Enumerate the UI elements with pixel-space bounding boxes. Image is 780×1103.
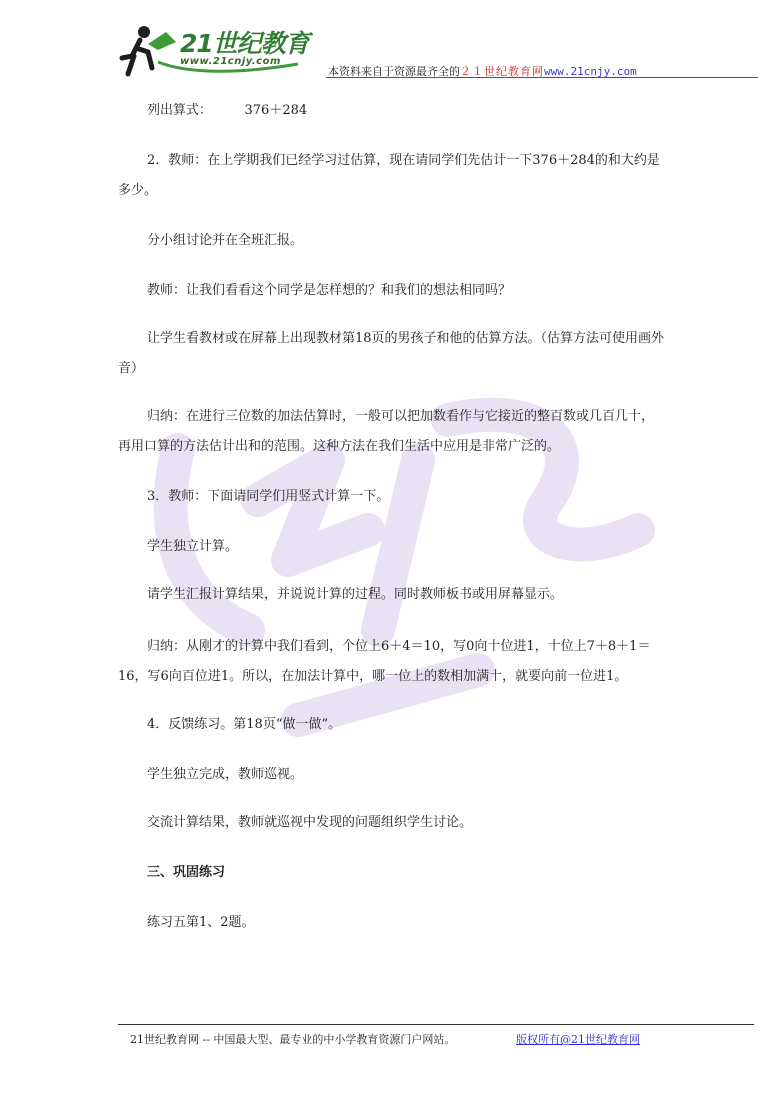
paragraph: 让学生看教材或在屏幕上出现教材第18页的男孩子和他的估算方法。（估算方法可使用画外音） <box>118 331 665 376</box>
paragraph: 4．反馈练习。第18页“做一做”。 <box>147 717 342 732</box>
paragraph: 2．教师：在上学期我们已经学习过估算，现在请同学们先估计一下376＋284的和大约是多少。 <box>118 153 660 198</box>
header-site-url[interactable]: www.21cnjy.com <box>544 65 637 78</box>
paragraph: 练习五第1、2题。 <box>147 915 255 930</box>
header-note-prefix: 本资料来自于资源最齐全的 <box>328 65 460 78</box>
paragraph: 分小组讨论并在全班汇报。 <box>147 233 304 248</box>
paragraph: 归纳：从刚才的计算中我们看到，个位上6＋4＝10，写0向十位进1，十位上7＋8＋1＝16，写6向百位进1。所以，在加法计算中，哪一位上的数相加满十，就要向前一位进1。 <box>118 639 651 684</box>
paragraph: 学生独立计算。 <box>147 539 239 554</box>
header-divider <box>326 77 758 78</box>
paragraph: 学生独立完成，教师巡视。 <box>147 767 304 782</box>
paragraph: 请学生汇报计算结果，并说说计算的过程。同时教师板书或用屏幕显示。 <box>147 587 564 602</box>
section-heading: 三、巩固练习 <box>147 865 226 880</box>
paragraph: 交流计算结果，教师就巡视中发现的问题组织学生讨论。 <box>147 815 473 830</box>
footer-text: 21世纪教育网 -- 中国最大型、最专业的中小学教育资源门户网站。 <box>130 1033 456 1046</box>
footer-divider <box>118 1024 754 1025</box>
paragraph: 归纳：在进行三位数的加法估算时，一般可以把加数看作与它接近的整百数或几百几十，再用口算的方法估计出和的范围。这种方法在我们生活中应用是非常广泛的。 <box>118 409 655 454</box>
footer-copyright-link[interactable]: 版权所有@21世纪教育网 <box>516 1033 640 1046</box>
page-header <box>118 22 638 82</box>
logo-url: www.21cnjy.com <box>180 56 281 67</box>
paragraph: 教师：让我们看看这个同学是怎样想的？和我们的想法相同吗？ <box>147 283 512 298</box>
paragraph: 3．教师：下面请同学们用竖式计算一下。 <box>147 489 390 504</box>
logo-title: 21世纪教育 <box>180 29 309 58</box>
header-site-name: ２１世纪教育网 <box>460 65 544 78</box>
paragraph: 列出算式： 376＋284 <box>147 103 308 118</box>
